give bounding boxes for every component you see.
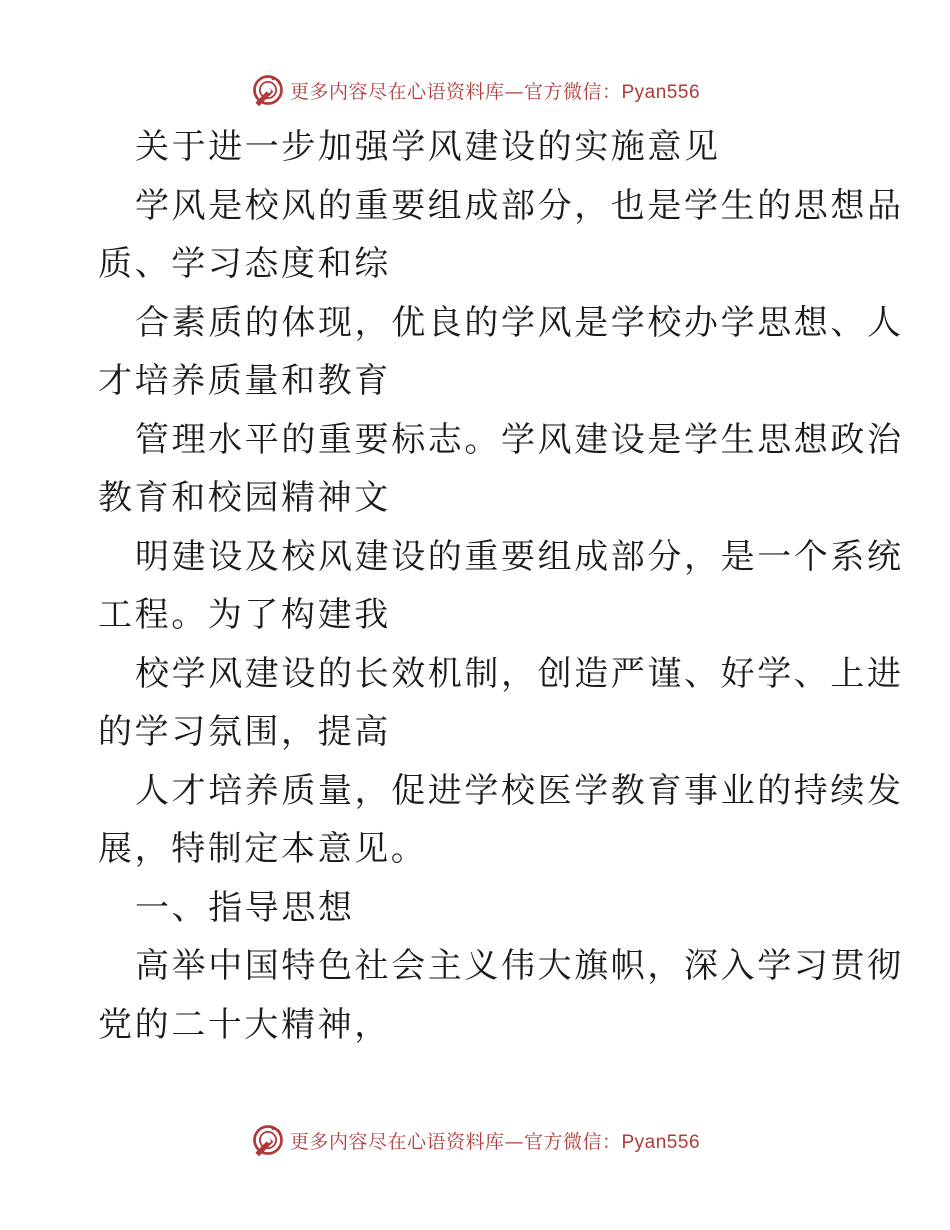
footer-watermark bbox=[0, 1120, 950, 1160]
watermark-wechat: 官方微信：Pyan556 bbox=[524, 81, 701, 103]
paragraph-line: 人才培养质量，促进学校医学教育事业的持续发 bbox=[135, 770, 904, 811]
paragraph-line: 教育和校园精神文 bbox=[98, 478, 391, 518]
paragraph-line: 才培养质量和教育 bbox=[98, 361, 391, 401]
paragraph-line: 工程。为了构建我 bbox=[98, 595, 391, 635]
paragraph-line: 展，特制定本意见。 bbox=[98, 829, 428, 869]
paragraph-line: 党的二十大精神， bbox=[98, 1004, 391, 1045]
watermark-text bbox=[290, 77, 700, 104]
paragraph-line: 明建设及校风建设的重要组成部分，是一个系统 bbox=[135, 536, 904, 577]
paragraph-line: 质、学习态度和综 bbox=[98, 244, 391, 284]
watermark-main: 更多内容尽在心语资料库 bbox=[289, 80, 505, 103]
paragraph-line: 的学习氛围，提高 bbox=[98, 712, 391, 752]
section-heading: 一、指导思想 bbox=[135, 887, 355, 928]
pen-nib-logo-icon bbox=[250, 1122, 286, 1158]
watermark-wechat: 官方微信：Pyan556 bbox=[524, 1131, 701, 1153]
paragraph-line: 高举中国特色社会主义伟大旗帜，深入学习贯彻 bbox=[135, 946, 904, 986]
paragraph-line: 合素质的体现，优良的学风是学校办学思想、人 bbox=[135, 302, 904, 343]
watermark-dash: — bbox=[504, 1130, 524, 1153]
header-watermark bbox=[0, 70, 950, 110]
paragraph-line: 校学风建设的长效机制，创造严谨、好学、上进 bbox=[135, 653, 904, 694]
watermark-text bbox=[290, 1127, 700, 1154]
watermark-main: 更多内容尽在心语资料库 bbox=[289, 1130, 505, 1153]
paragraph-line: 管理水平的重要标志。学风建设是学生思想政治 bbox=[135, 419, 904, 460]
paragraph-line: 学风是校风的重要组成部分，也是学生的思想品 bbox=[135, 185, 904, 226]
watermark-dash: — bbox=[504, 80, 524, 103]
pen-nib-logo-icon bbox=[250, 72, 286, 108]
document-title: 关于进一步加强学风建设的实施意见 bbox=[135, 127, 721, 167]
document-body bbox=[98, 118, 904, 1054]
